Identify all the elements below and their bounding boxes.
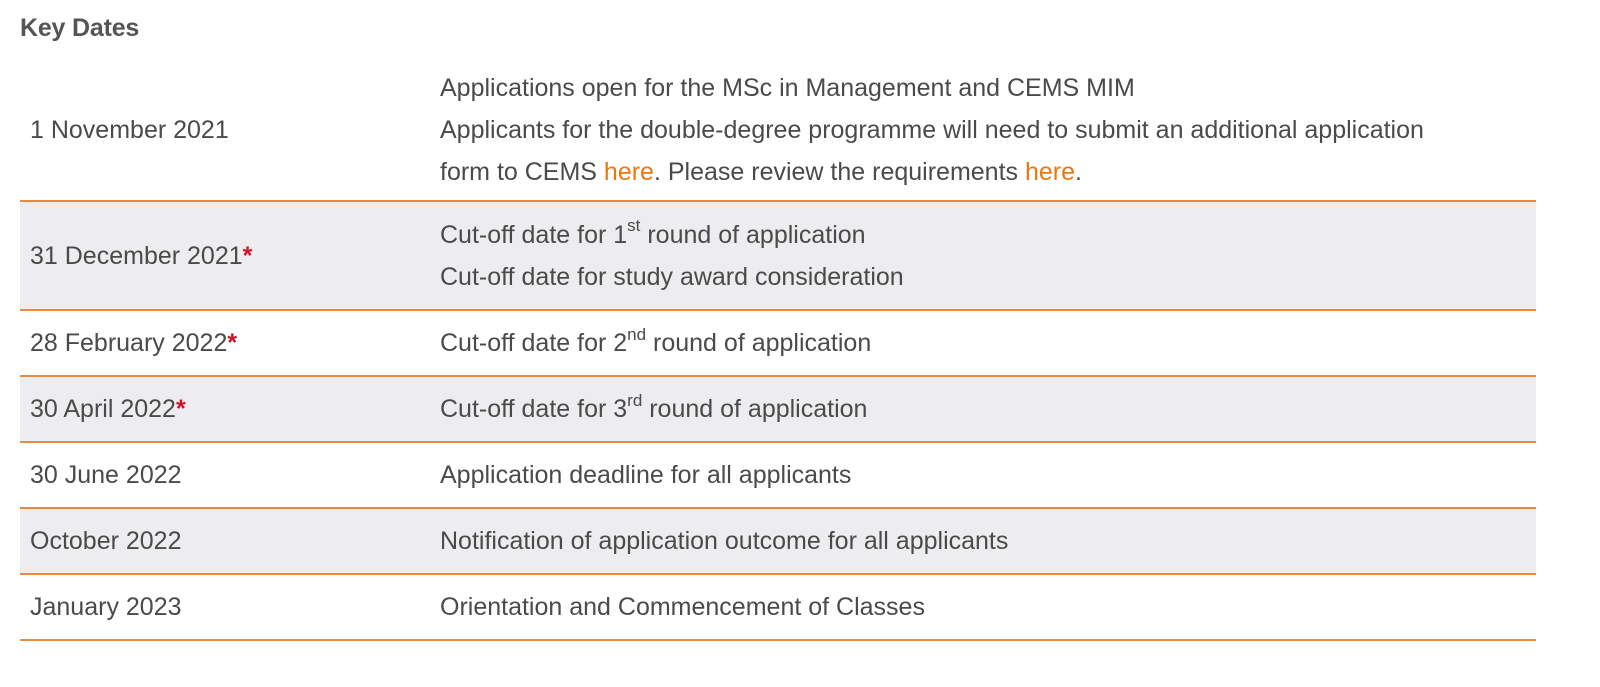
date-cell (20, 508, 440, 574)
date-text: 1 November 2021 (30, 116, 229, 144)
description-cell (440, 310, 1536, 376)
description-text: Notification of application outcome for all applicants (440, 527, 1009, 555)
table-row (20, 574, 1536, 640)
table-row (20, 442, 1536, 508)
key-dates-table (20, 60, 1536, 641)
date-cell (20, 310, 440, 376)
description-cell (440, 442, 1536, 508)
asterisk-mark: * (175, 395, 186, 423)
description-cell (440, 574, 1536, 640)
description-line (440, 151, 1536, 193)
requirements-link[interactable]: here (1024, 158, 1076, 186)
description-text: . Please review the requirements (653, 158, 1025, 186)
description-text: Orientation and Commencement of Classes (440, 593, 925, 621)
description-text: round of application (640, 220, 866, 249)
description-text: . (1075, 158, 1082, 186)
description-line: Applications open for the MSc in Management and CEMS MIM (440, 74, 1135, 102)
table-row (20, 201, 1536, 310)
description-cell (440, 376, 1536, 442)
date-text: 30 April 2022 (30, 395, 176, 423)
description-text: round of application (646, 329, 872, 357)
date-text: January 2023 (30, 593, 182, 621)
date-cell (20, 574, 440, 640)
cems-form-link[interactable]: here (603, 158, 654, 186)
description-line (440, 214, 1536, 256)
date-text: October 2022 (30, 527, 182, 555)
section-heading: Key Dates (20, 14, 140, 42)
description-text: Cut-off date for 2 (440, 329, 628, 357)
ordinal-suffix: rd (627, 390, 643, 410)
date-cell (20, 442, 440, 508)
date-text: 28 February 2022 (30, 329, 228, 357)
description-text: Application deadline for all applicants (440, 461, 852, 489)
description-line: Applicants for the double-degree programme will need to submit an additional application (440, 116, 1424, 144)
date-cell (20, 60, 440, 201)
description-text: round of application (642, 395, 868, 423)
description-cell (440, 60, 1536, 201)
description-text: form to CEMS (440, 158, 604, 186)
description-cell (440, 508, 1536, 574)
table-row (20, 508, 1536, 574)
description-text: Cut-off date for 3 (440, 395, 628, 423)
table-row (20, 310, 1536, 376)
ordinal-suffix: nd (627, 324, 647, 344)
description-text: Cut-off date for 1 (440, 220, 628, 249)
table-row (20, 376, 1536, 442)
asterisk-mark: * (242, 241, 253, 270)
table-row (20, 60, 1536, 201)
date-text: 30 June 2022 (30, 461, 182, 489)
date-cell (20, 376, 440, 442)
asterisk-mark: * (227, 329, 238, 357)
ordinal-suffix: st (627, 216, 641, 236)
date-text: 31 December 2021 (30, 241, 243, 270)
description-line: Cut-off date for study award consideration (440, 262, 904, 291)
date-cell (20, 201, 440, 310)
description-cell (440, 201, 1536, 310)
